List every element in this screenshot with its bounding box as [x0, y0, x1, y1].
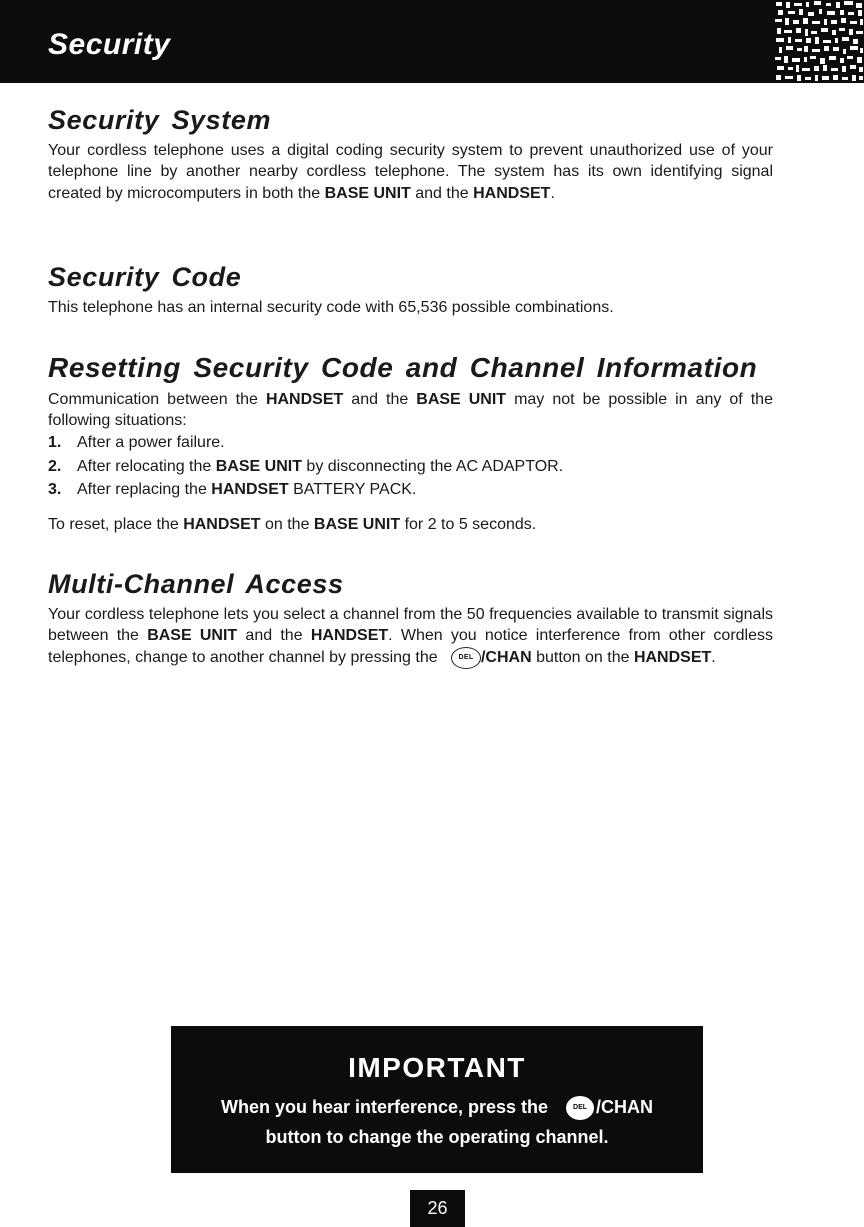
- list-item: 1. After a power failure.: [48, 434, 225, 451]
- header-bar: [0, 0, 864, 83]
- important-notice-box: [171, 1026, 703, 1173]
- handset-term: HANDSET: [473, 184, 551, 202]
- paragraph-multi-channel: Your cordless telephone lets you select a channel from the 50 frequencies available to transmit signals between the BASE UNIT and the HANDSET. When you notice interference from other cordless telephones, change to another channel by pressing the DEL /CHAN button on the HANDSET.: [48, 604, 773, 669]
- del-button-icon: DEL: [451, 647, 481, 669]
- important-line-1: When you hear interference, press the DEL /CHAN: [171, 1096, 703, 1120]
- heading-security-system: Security System: [48, 105, 272, 135]
- important-line-2: button to change the operating channel.: [265, 1127, 609, 1147]
- important-title: IMPORTANT: [348, 1052, 526, 1083]
- paragraph-security-code: This telephone has an internal security code with 65,536 possible combinations.: [48, 299, 614, 316]
- paragraph-security-system: Your cordless telephone uses a digital coding security system to prevent unauthorized use of your telephone line by another nearby cordless telephone. The system has its own identifying signal created by microcomputers in both the BASE UNIT and the HANDSET.: [48, 142, 773, 202]
- list-item: 3. After replacing the HANDSET BATTERY PACK.: [48, 481, 417, 498]
- page-title: Security: [48, 28, 171, 61]
- base-unit-term: BASE UNIT: [324, 184, 411, 202]
- del-button-icon: DEL: [566, 1096, 594, 1120]
- list-item: 2. After relocating the BASE UNIT by disconnecting the AC ADAPTOR.: [48, 458, 564, 475]
- page-number: 26: [410, 1190, 465, 1227]
- paragraph-reset-instructions: To reset, place the HANDSET on the BASE UNIT for 2 to 5 seconds.: [48, 516, 537, 533]
- heading-resetting: Resetting Security Code and Channel Information: [48, 352, 758, 383]
- qr-code-icon: [774, 0, 864, 83]
- paragraph-resetting-intro: Communication between the HANDSET and the BASE UNIT may not be possible in any of the following situations:: [48, 391, 773, 430]
- heading-multi-channel: Multi-Channel Access: [48, 569, 344, 599]
- heading-security-code: Security Code: [48, 262, 242, 292]
